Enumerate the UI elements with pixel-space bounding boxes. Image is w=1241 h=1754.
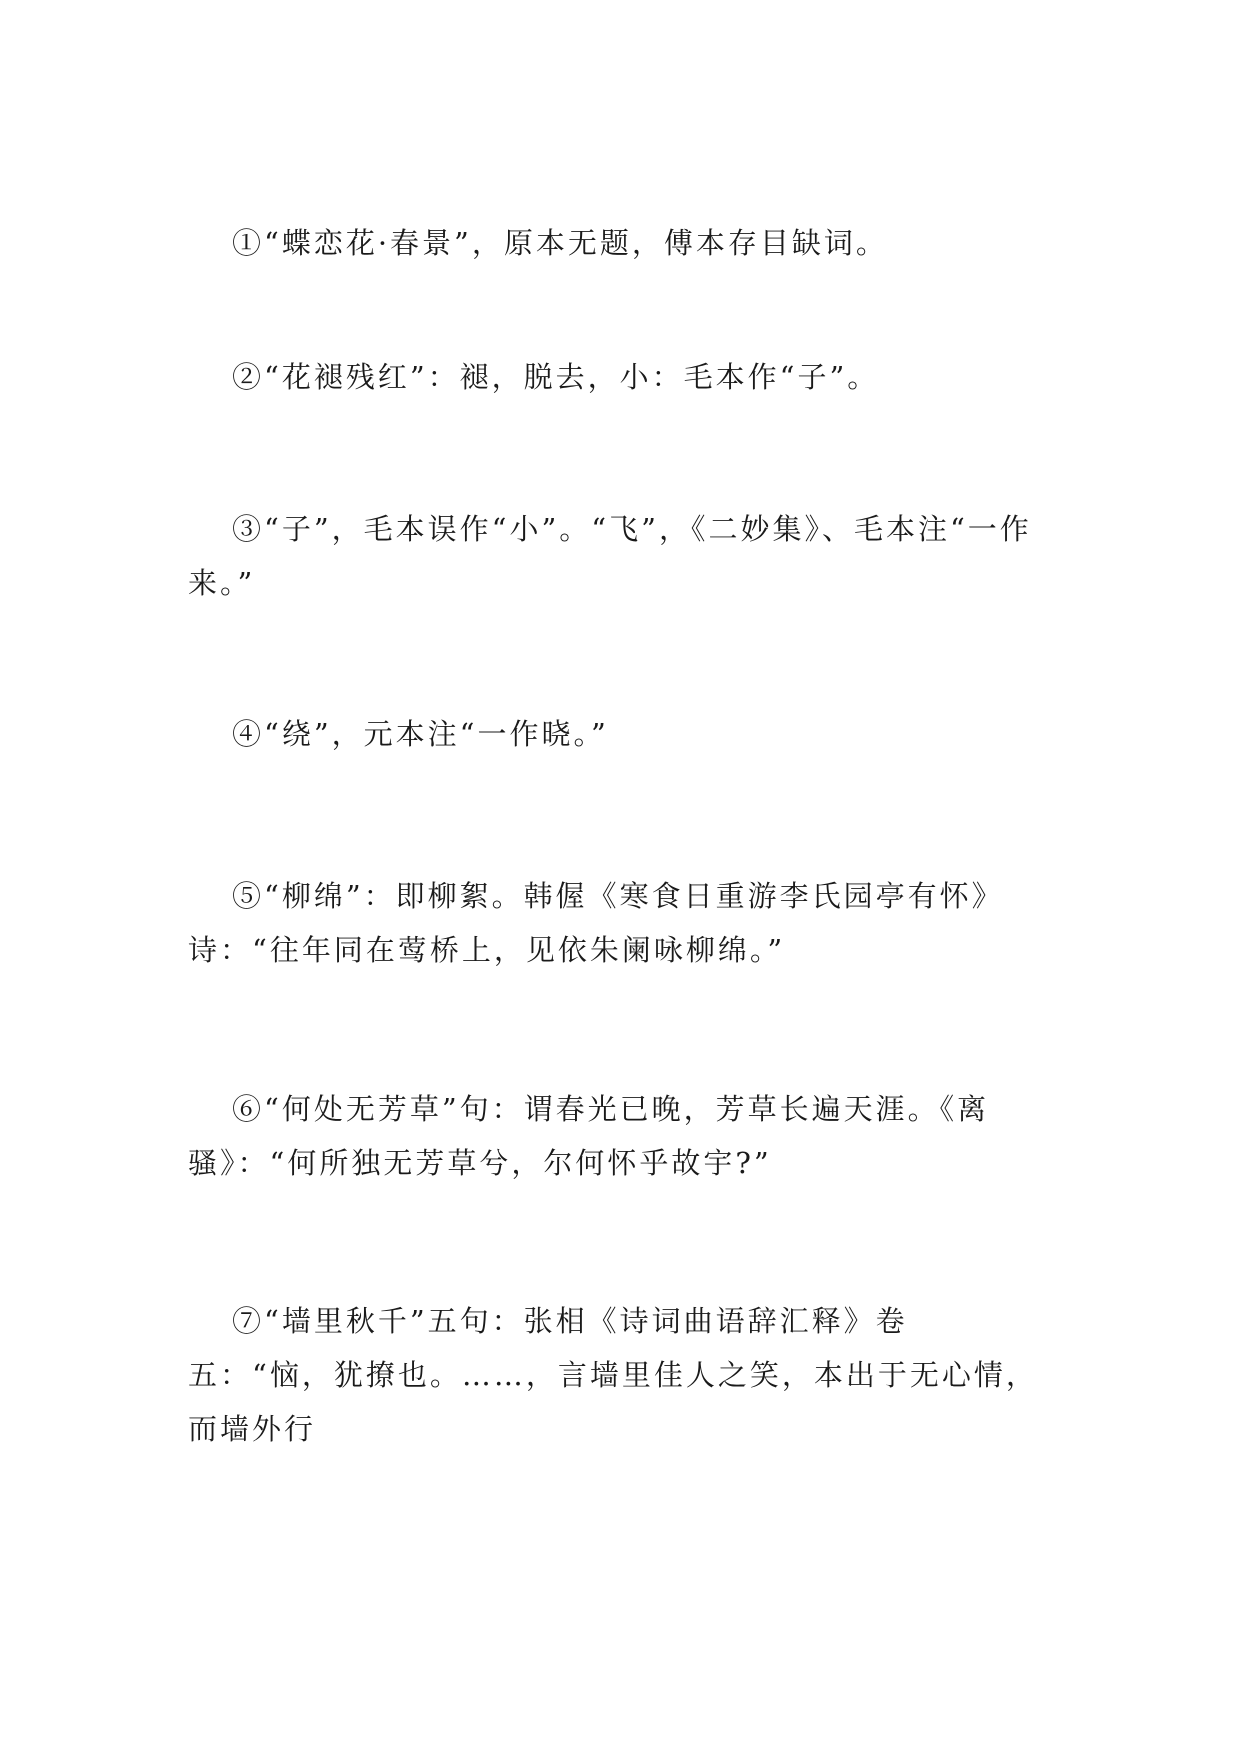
footnote-4: ④“绕”，元本注“一作晓。” xyxy=(232,717,609,751)
footnote-7: ⑦“墙里秋千”五句：张相《诗词曲语辞汇释》卷五：“恼，犹撩也。……，言墙里佳人之笑，本出于无心情，而墙外行 xyxy=(188,1304,1038,1446)
footnote-5: ⑤“柳绵”：即柳絮。韩偓《寒食日重游李氏园亭有怀》诗：“往年同在莺桥上，见依朱阑咏柳绵。” xyxy=(188,879,1004,967)
footnote-1: ①“蝶恋花·春景”，原本无题，傅本存目缺词。 xyxy=(232,226,888,260)
footnote-2: ②“花褪残红”：褪，脱去，小：毛本作“子”。 xyxy=(232,360,880,394)
footnote-3: ③“子”，毛本误作“小”。“飞”，《二妙集》、毛本注“一作来。” xyxy=(188,512,1032,600)
footnote-6: ⑥“何处无芳草”句：谓春光已晚，芳草长遍天涯。《离骚》：“何所独无芳草兮，尔何怀乎故宇?” xyxy=(188,1092,990,1180)
